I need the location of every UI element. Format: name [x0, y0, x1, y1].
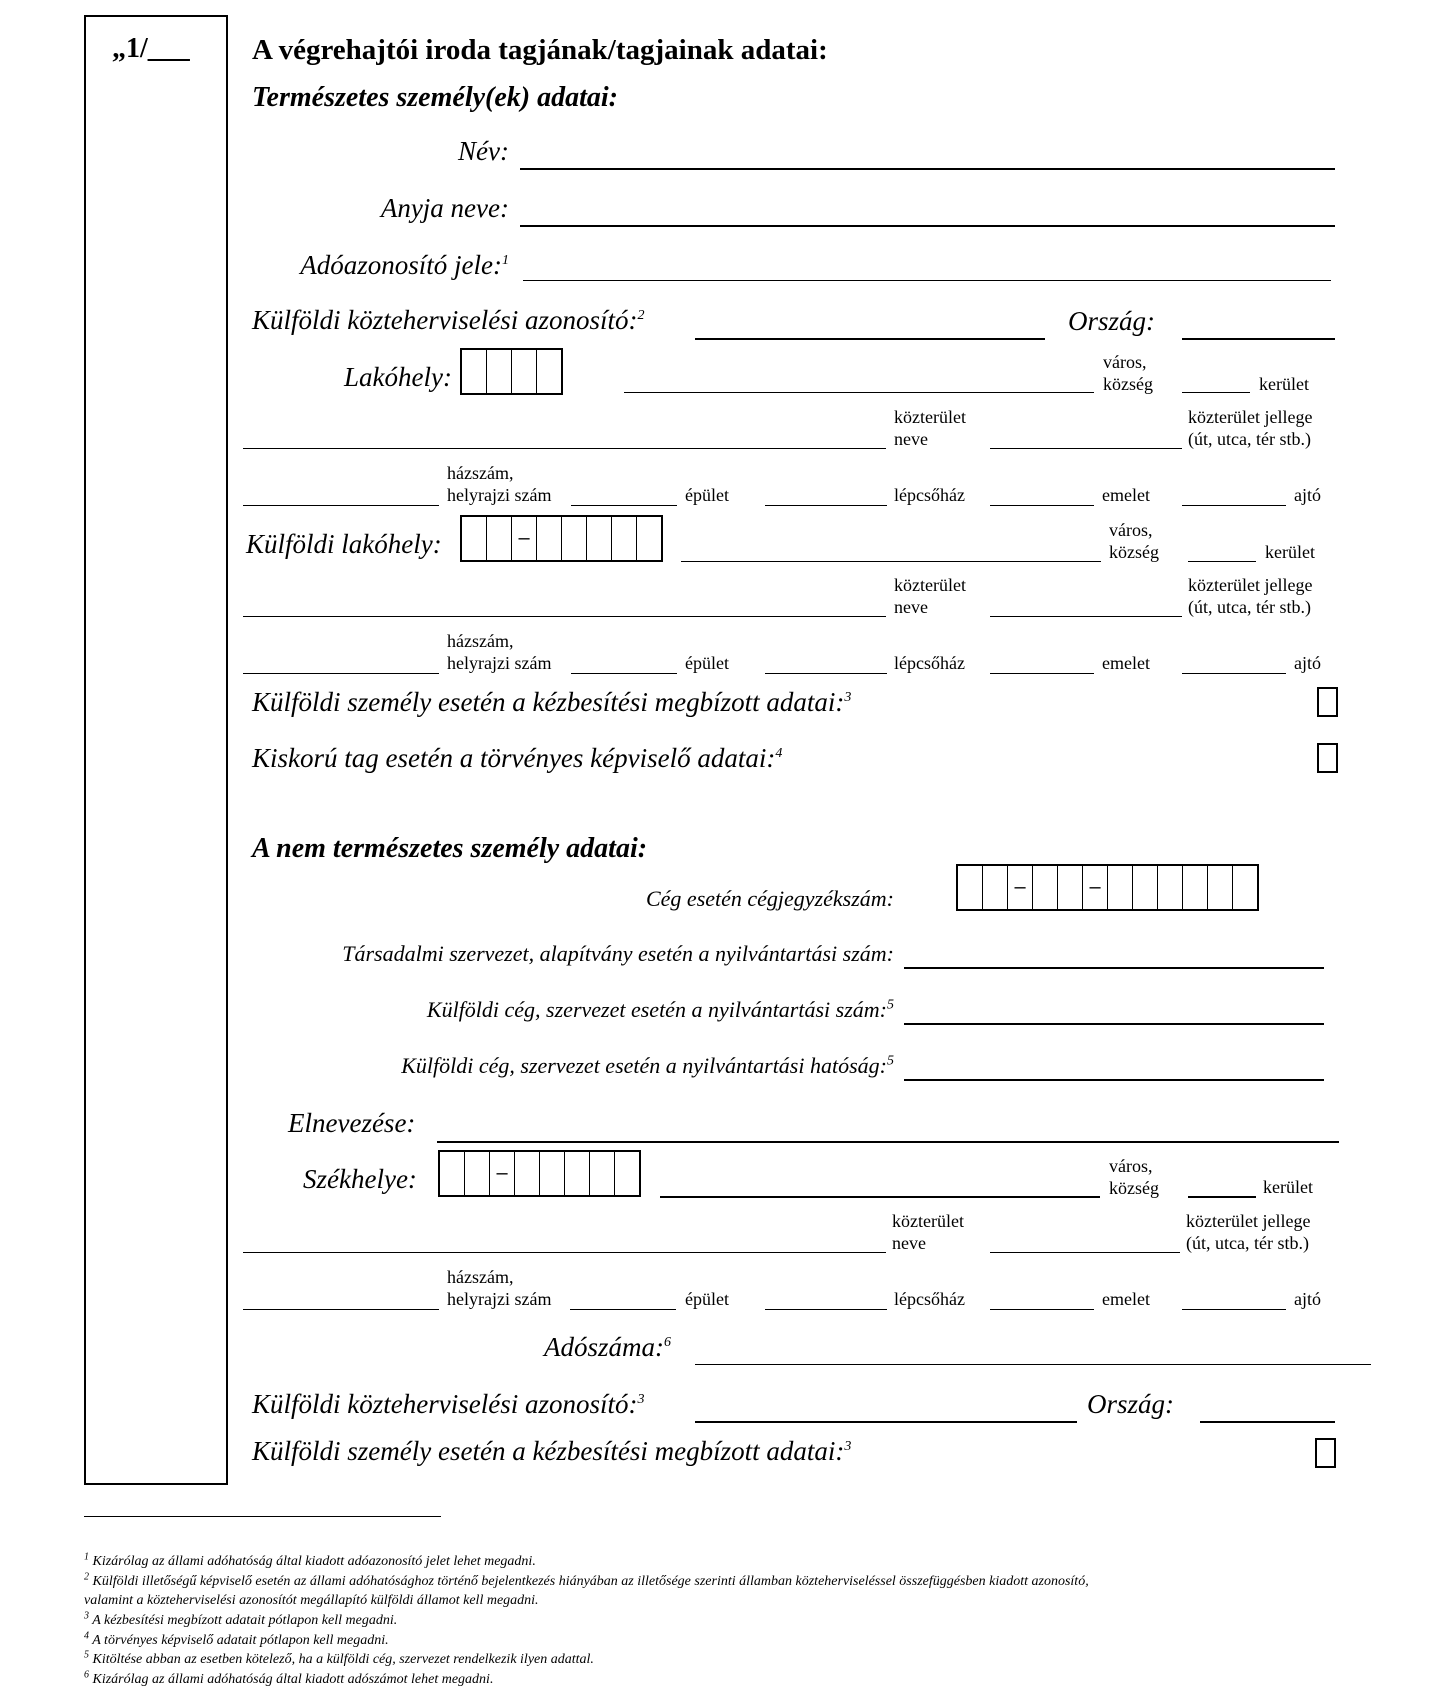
seat-stairs-field[interactable]: [765, 1309, 887, 1310]
foreign-building-label: épület: [685, 653, 729, 673]
residence-stairs-field[interactable]: [765, 505, 887, 506]
tax-id-label: Adóazonosító jele:$^1$: [300, 250, 509, 280]
foreign-street-type-label: közterület jellege (út, utca, tér stb.): [1188, 575, 1313, 617]
foreign-residence-building-field[interactable]: [571, 673, 677, 674]
footnote: $^1$ Kizárólag az állami adóhatóság által kiadott adóazonosító jelet lehet megadni.: [84, 1551, 536, 1569]
seat-city-label: város, község: [1109, 1156, 1159, 1198]
city-label: város, község: [1103, 352, 1153, 394]
seat-city-field[interactable]: [660, 1196, 1100, 1198]
foreign-reg-no-field[interactable]: [904, 1023, 1324, 1025]
seat-district-field[interactable]: [1188, 1196, 1256, 1198]
stairs-label: lépcsőház: [894, 485, 965, 505]
foreign-floor-label: emelet: [1102, 653, 1150, 673]
ngo-reg-field[interactable]: [904, 967, 1324, 969]
residence-house-field[interactable]: [243, 505, 439, 506]
delivery-agent-label: Külföldi személy esetén a kézbesítési megbízott adatai:$^3$: [252, 687, 852, 717]
residence-building-field[interactable]: [571, 505, 677, 506]
legal-name-label: Elnevezése:: [288, 1108, 416, 1138]
footnote-separator: [84, 1516, 441, 1517]
seat-door-label: ajtó: [1294, 1289, 1321, 1309]
country-field[interactable]: [1182, 338, 1335, 340]
legal-delivery-agent-label: Külföldi személy esetén a kézbesítési megbízott adatai:$^3$: [252, 1436, 852, 1466]
tax-number-label: Adószáma:$^6$: [544, 1332, 671, 1362]
street-name-label: közterület neve: [894, 407, 966, 449]
page-title: A végrehajtói iroda tagjának/tagjainak adatai:: [252, 34, 828, 66]
minor-label: Kiskorú tag esetén a törvényes képviselő adatai:$^4$: [252, 743, 783, 773]
residence-floor-field[interactable]: [990, 505, 1094, 506]
foreign-stairs-label: lépcsőház: [894, 653, 965, 673]
foreign-reg-no-label: Külföldi cég, szervezet esetén a nyilvántartási szám:$^5$: [426, 997, 894, 1022]
seat-building-field[interactable]: [570, 1309, 676, 1310]
seat-door-field[interactable]: [1182, 1309, 1286, 1310]
seat-house-field[interactable]: [243, 1309, 439, 1310]
foreign-residence-stairs-field[interactable]: [765, 673, 887, 674]
seat-street-name-label: közterület neve: [892, 1211, 964, 1253]
mother-name-field[interactable]: [520, 225, 1335, 227]
residence-door-field[interactable]: [1182, 505, 1286, 506]
legal-foreign-id-field[interactable]: [695, 1421, 1077, 1423]
foreign-house-label: házszám, helyrajzi szám: [447, 631, 552, 673]
street-type-label: közterület jellege (út, utca, tér stb.): [1188, 407, 1313, 449]
foreign-residence-street-type-field[interactable]: [990, 616, 1182, 617]
tax-id-field[interactable]: [523, 280, 1331, 281]
legal-name-field[interactable]: [437, 1141, 1339, 1143]
seat-floor-field[interactable]: [990, 1309, 1094, 1310]
tax-number-field[interactable]: [695, 1364, 1371, 1365]
seat-street-name-field[interactable]: [243, 1252, 886, 1253]
seat-floor-label: emelet: [1102, 1289, 1150, 1309]
seat-label: Székhelye:: [303, 1164, 417, 1194]
foreign-residence-label: Külföldi lakóhely:: [246, 529, 442, 559]
residence-postcode[interactable]: [460, 348, 563, 395]
residence-street-type-field[interactable]: [990, 448, 1182, 449]
delivery-agent-checkbox[interactable]: [1317, 687, 1338, 717]
footnote: $^5$ Kitöltése abban az esetben kötelező, ha a külföldi cég, szervezet rendelkezik ilyen adattal.: [84, 1649, 594, 1667]
footnote: $^4$ A törvényes képviselő adatait pótlapon kell megadni.: [84, 1630, 389, 1648]
foreign-id-field[interactable]: [695, 338, 1045, 340]
foreign-reg-auth-field[interactable]: [904, 1079, 1324, 1081]
foreign-door-label: ajtó: [1294, 653, 1321, 673]
building-label: épület: [685, 485, 729, 505]
foreign-id-label: Külföldi közteherviselési azonosító:$^2$: [252, 305, 645, 335]
foreign-street-name-label: közterület neve: [894, 575, 966, 617]
legal-delivery-agent-checkbox[interactable]: [1315, 1438, 1336, 1468]
ngo-reg-label: Társadalmi szervezet, alapítvány esetén a nyilvántartási szám:: [342, 941, 894, 966]
company-reg-cells[interactable]: – –: [956, 864, 1259, 911]
foreign-residence-door-field[interactable]: [1182, 673, 1286, 674]
residence-street-name-field[interactable]: [243, 448, 886, 449]
door-label: ajtó: [1294, 485, 1321, 505]
foreign-residence-floor-field[interactable]: [990, 673, 1094, 674]
footnote: valamint a közteherviselési azonosítót megállapító külföldi államot kell megadni.: [84, 1593, 539, 1608]
footnote: $^3$ A kézbesítési megbízott adatait pótlapon kell megadni.: [84, 1610, 398, 1628]
company-reg-label: Cég esetén cégjegyzékszám:: [645, 886, 894, 911]
foreign-district-label: kerület: [1265, 542, 1315, 562]
name-label: Név:: [458, 136, 509, 166]
residence-label: Lakóhely:: [344, 362, 452, 392]
minor-checkbox[interactable]: [1317, 743, 1338, 773]
country-label: Ország:: [1068, 306, 1156, 336]
foreign-city-label: város, község: [1109, 520, 1159, 562]
district-label: kerület: [1259, 374, 1309, 394]
seat-street-type-field[interactable]: [990, 1252, 1180, 1253]
natural-person-heading: Természetes személy(ek) adatai:: [252, 82, 618, 113]
foreign-residence-district-field[interactable]: [1188, 561, 1256, 562]
side-box-label: „1/___: [112, 33, 190, 64]
residence-district-field[interactable]: [1182, 392, 1250, 393]
seat-building-label: épület: [685, 1289, 729, 1309]
legal-country-label: Ország:: [1087, 1389, 1175, 1419]
mother-name-label: Anyja neve:: [380, 193, 509, 223]
seat-postcode[interactable]: –: [438, 1150, 641, 1197]
legal-foreign-id-label: Külföldi közteherviselési azonosító:$^3$: [252, 1389, 645, 1419]
seat-street-type-label: közterület jellege (út, utca, tér stb.): [1186, 1211, 1311, 1253]
legal-person-heading: A nem természetes személy adatai:: [252, 833, 648, 864]
floor-label: emelet: [1102, 485, 1150, 505]
name-field[interactable]: [520, 168, 1335, 170]
side-box: [84, 15, 228, 1485]
foreign-residence-street-name-field[interactable]: [243, 616, 886, 617]
seat-district-label: kerület: [1263, 1177, 1313, 1197]
legal-country-field[interactable]: [1200, 1421, 1335, 1423]
foreign-residence-postcode[interactable]: –: [460, 515, 663, 562]
footnote: $^6$ Kizárólag az állami adóhatóság által kiadott adószámot lehet megadni.: [84, 1669, 494, 1687]
seat-house-label: házszám, helyrajzi szám: [447, 1267, 552, 1309]
foreign-residence-city-field[interactable]: [681, 561, 1101, 562]
foreign-reg-auth-label: Külföldi cég, szervezet esetén a nyilvántartási hatóság:$^5$: [401, 1053, 894, 1078]
house-label: házszám, helyrajzi szám: [447, 463, 552, 505]
residence-city-field[interactable]: [624, 392, 1094, 393]
seat-stairs-label: lépcsőház: [894, 1289, 965, 1309]
footnote: $^2$ Külföldi illetőségű képviselő esetén az állami adóhatósághoz történő bejelentkezés hiányában az illetősége szerinti államban közteherviseléssel összefüggésben kiadott azonosító,: [84, 1571, 1089, 1589]
foreign-residence-house-field[interactable]: [243, 673, 439, 674]
